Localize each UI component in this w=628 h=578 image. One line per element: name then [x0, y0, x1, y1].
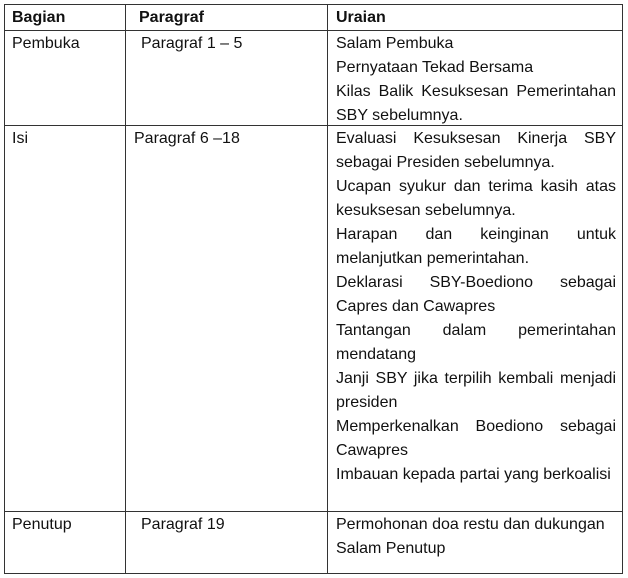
row-penutup-paragraf: Paragraf 19 — [141, 516, 225, 533]
uraian-item: Kilas Balik Kesuksesan Pemerintahan SBY sebelumnya. — [336, 83, 616, 124]
row-isi-uraian — [336, 127, 616, 487]
uraian-item: Pernyataan Tekad Bersama — [336, 59, 534, 76]
uraian-item: Salam Pembuka — [336, 35, 454, 52]
uraian-item: Deklarasi SBY-Boediono sebagai Capres dan Cawapres — [336, 274, 616, 315]
row-isi-paragraf: Paragraf 6 –18 — [134, 130, 240, 147]
row-isi-bagian: Isi — [12, 130, 28, 147]
column-divider — [327, 5, 328, 573]
header-divider — [5, 30, 622, 31]
column-divider — [125, 5, 126, 573]
row-penutup-uraian — [336, 513, 616, 561]
header-bagian: Bagian — [12, 9, 66, 26]
row-pembuka-uraian — [336, 32, 616, 128]
uraian-item: Salam Penutup — [336, 540, 446, 557]
uraian-item: Janji SBY jika terpilih kembali menjadi presiden — [336, 370, 616, 411]
row-pembuka-paragraf: Paragraf 1 – 5 — [141, 35, 243, 52]
row-pembuka-bagian: Pembuka — [12, 35, 80, 52]
uraian-item: Permohonan doa restu dan dukungan — [336, 516, 605, 533]
content-table — [4, 4, 623, 574]
row-penutup-bagian: Penutup — [12, 516, 72, 533]
uraian-item: Memperkenalkan Boediono sebagai Cawapres — [336, 418, 616, 459]
header-paragraf: Paragraf — [139, 9, 204, 26]
uraian-item: Evaluasi Kesuksesan Kinerja SBY sebagai Presiden sebelumnya. — [336, 130, 616, 171]
uraian-item: Harapan dan keinginan untuk melanjutkan pemerintahan. — [336, 226, 616, 267]
uraian-item: Tantangan dalam pemerintahan mendatang — [336, 322, 616, 363]
header-uraian: Uraian — [336, 9, 386, 26]
uraian-item: Ucapan syukur dan terima kasih atas kesuksesan sebelumnya. — [336, 178, 616, 219]
uraian-item: Imbauan kepada partai yang berkoalisi — [336, 466, 611, 483]
row-divider — [5, 511, 622, 512]
